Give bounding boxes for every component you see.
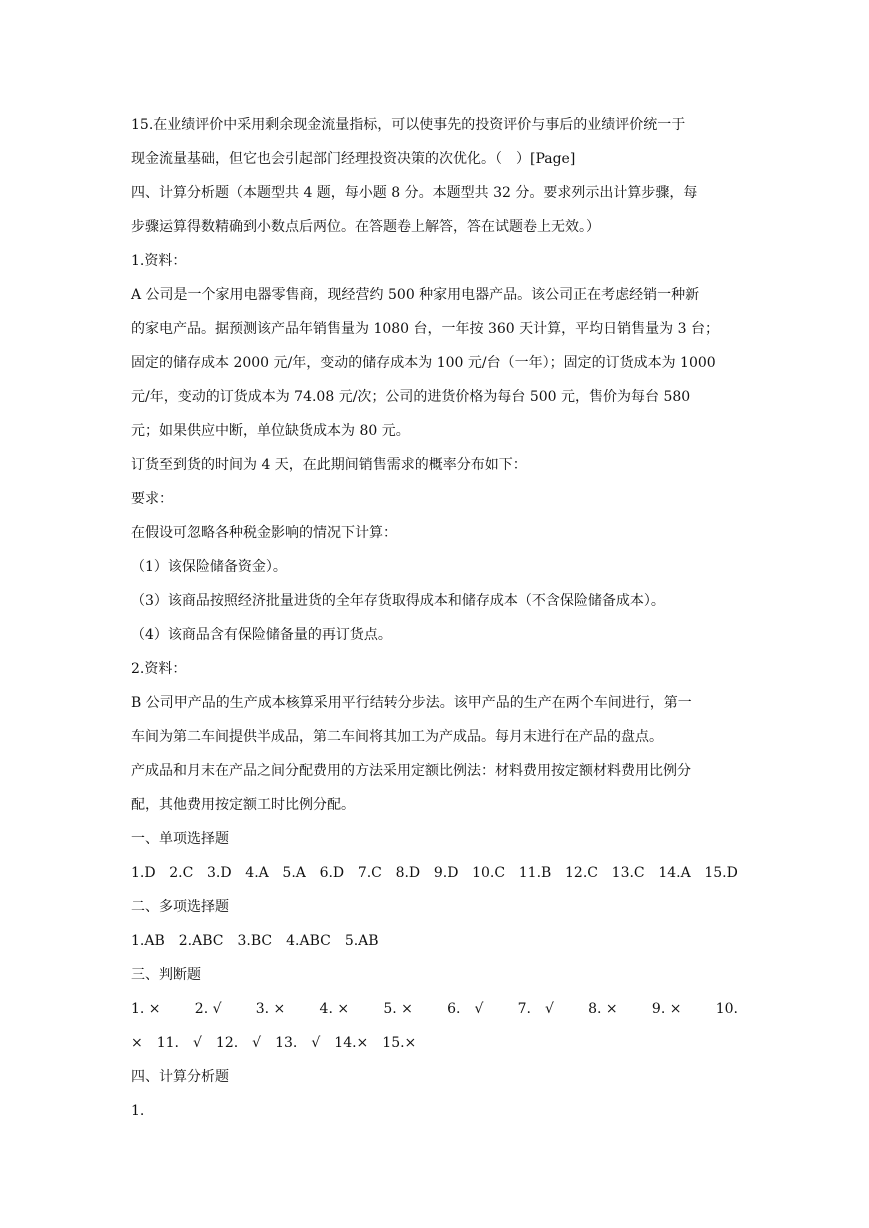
answers-calc-first: 1. (131, 1103, 145, 1119)
answers-calc-title: 四、计算分析题 (131, 1069, 229, 1085)
answer-item: 3. × (255, 1001, 286, 1017)
answer-item: 14.A (658, 865, 691, 881)
problem1-item-3: （3）该商品按照经济批量进货的全年存货取得成本和储存成本（不含保险储备成本）。 (131, 593, 665, 609)
answer-item: 1. × (131, 1001, 161, 1017)
answer-item: 5. × (383, 1001, 413, 1017)
problem1-requirement-label: 要求： (131, 491, 173, 507)
answer-item: 11.B (518, 865, 552, 881)
problem1-item-1: （1）该保险储备资金）。 (131, 559, 287, 575)
answer-item: 9.D (433, 865, 459, 881)
answer-item: 7. √ (517, 1001, 554, 1017)
answer-item: 15.D (704, 865, 738, 881)
answers-judgment-title: 三、判断题 (131, 967, 201, 983)
answers-judgment-row-2: × 11. √ 12. √ 13. √ 14.× 15.× (131, 1035, 417, 1051)
answer-item: 10.C (472, 865, 506, 881)
answer-item: 2. √ (194, 1001, 222, 1017)
section4-header-line-2: 步骤运算得数精确到小数点后两位。在答题卷上解答，答在试题卷上无效。） (131, 219, 600, 235)
answer-item: 4.A (245, 865, 269, 881)
answer-item: 13.C (611, 865, 645, 881)
answer-item: 8.D (395, 865, 421, 881)
q15-line-1: 15.在业绩评价中采用剩余现金流量指标，可以使事先的投资评价与事后的业绩评价统一于 (131, 117, 686, 133)
problem1-assumption: 在假设可忽略各种税金影响的情况下计算： (131, 525, 397, 541)
answer-item: 2.C (169, 865, 194, 881)
problem2-title: 2.资料： (131, 661, 187, 677)
problem1-lead-time: 订货至到货的时间为 4 天，在此期间销售需求的概率分布如下： (131, 457, 527, 473)
answer-item: 7.C (357, 865, 382, 881)
answer-item: 8. × (588, 1001, 618, 1017)
problem1-title: 1.资料： (131, 253, 187, 269)
answer-item: 12.C (565, 865, 598, 881)
section4-header-line-1: 四、计算分析题（本题型共 4 题，每小题 8 分。本题型共 32 分。要求列示出计算步骤，每 (131, 185, 698, 201)
answers-multi-choice-title: 二、多项选择题 (131, 899, 229, 915)
answer-item: 6.D (319, 865, 345, 881)
answers-single-choice-title: 一、单项选择题 (131, 831, 229, 847)
problem2-para1-line-1: B 公司甲产品的生产成本核算采用平行结转分步法。该甲产品的生产在两个车间进行，第一 (131, 695, 692, 711)
problem1-item-4: （4）该商品含有保险储备量的再订货点。 (131, 627, 392, 643)
answer-item: 1.D (131, 865, 156, 881)
problem1-para-line-2: 的家电产品。据预测该产品年销售量为 1080 台，一年按 360 天计算，平均日销售量为 3 台； (131, 321, 719, 337)
answers-judgment-row-1 (131, 992, 738, 1026)
problem1-para-line-3: 固定的储存成本 2000 元/年，变动的储存成本为 100 元/台（一年）；固定的订货成本为 1000 (131, 355, 716, 371)
problem2-para2-line-2: 配，其他费用按定额工时比例分配。 (131, 797, 355, 813)
q15-line-2: 现金流量基础，但它也会引起部门经理投资决策的次优化。（ ）[Page] (131, 151, 576, 167)
answer-item: 9. × (651, 1001, 682, 1017)
problem1-para-line-5: 元；如果供应中断，单位缺货成本为 80 元。 (131, 423, 410, 439)
answer-item: 3.D (207, 865, 232, 881)
answers-multi-choice-row: 1.AB 2.ABC 3.BC 4.ABC 5.AB (131, 933, 379, 949)
problem1-para-line-4: 元/年，变动的订货成本为 74.08 元/次；公司的进货价格为每台 500 元，售价为每台 580 (131, 389, 691, 405)
answer-item: 6. √ (447, 1001, 484, 1017)
answer-item: 10. (715, 1001, 738, 1017)
problem2-para2-line-1: 产成品和月末在产品之间分配费用的方法采用定额比例法：材料费用按定额材料费用比例分 (131, 763, 691, 779)
answer-item: 5.A (282, 865, 306, 881)
problem1-para-line-1: A 公司是一个家用电器零售商，现经营约 500 种家用电器产品。该公司正在考虑经销一种新 (131, 287, 700, 303)
problem2-para1-line-2: 车间为第二车间提供半成品，第二车间将其加工为产成品。每月末进行在产品的盘点。 (131, 729, 663, 745)
answer-item: 4. × (319, 1001, 350, 1017)
document-page (131, 108, 738, 1128)
answers-single-choice-row (131, 856, 738, 890)
